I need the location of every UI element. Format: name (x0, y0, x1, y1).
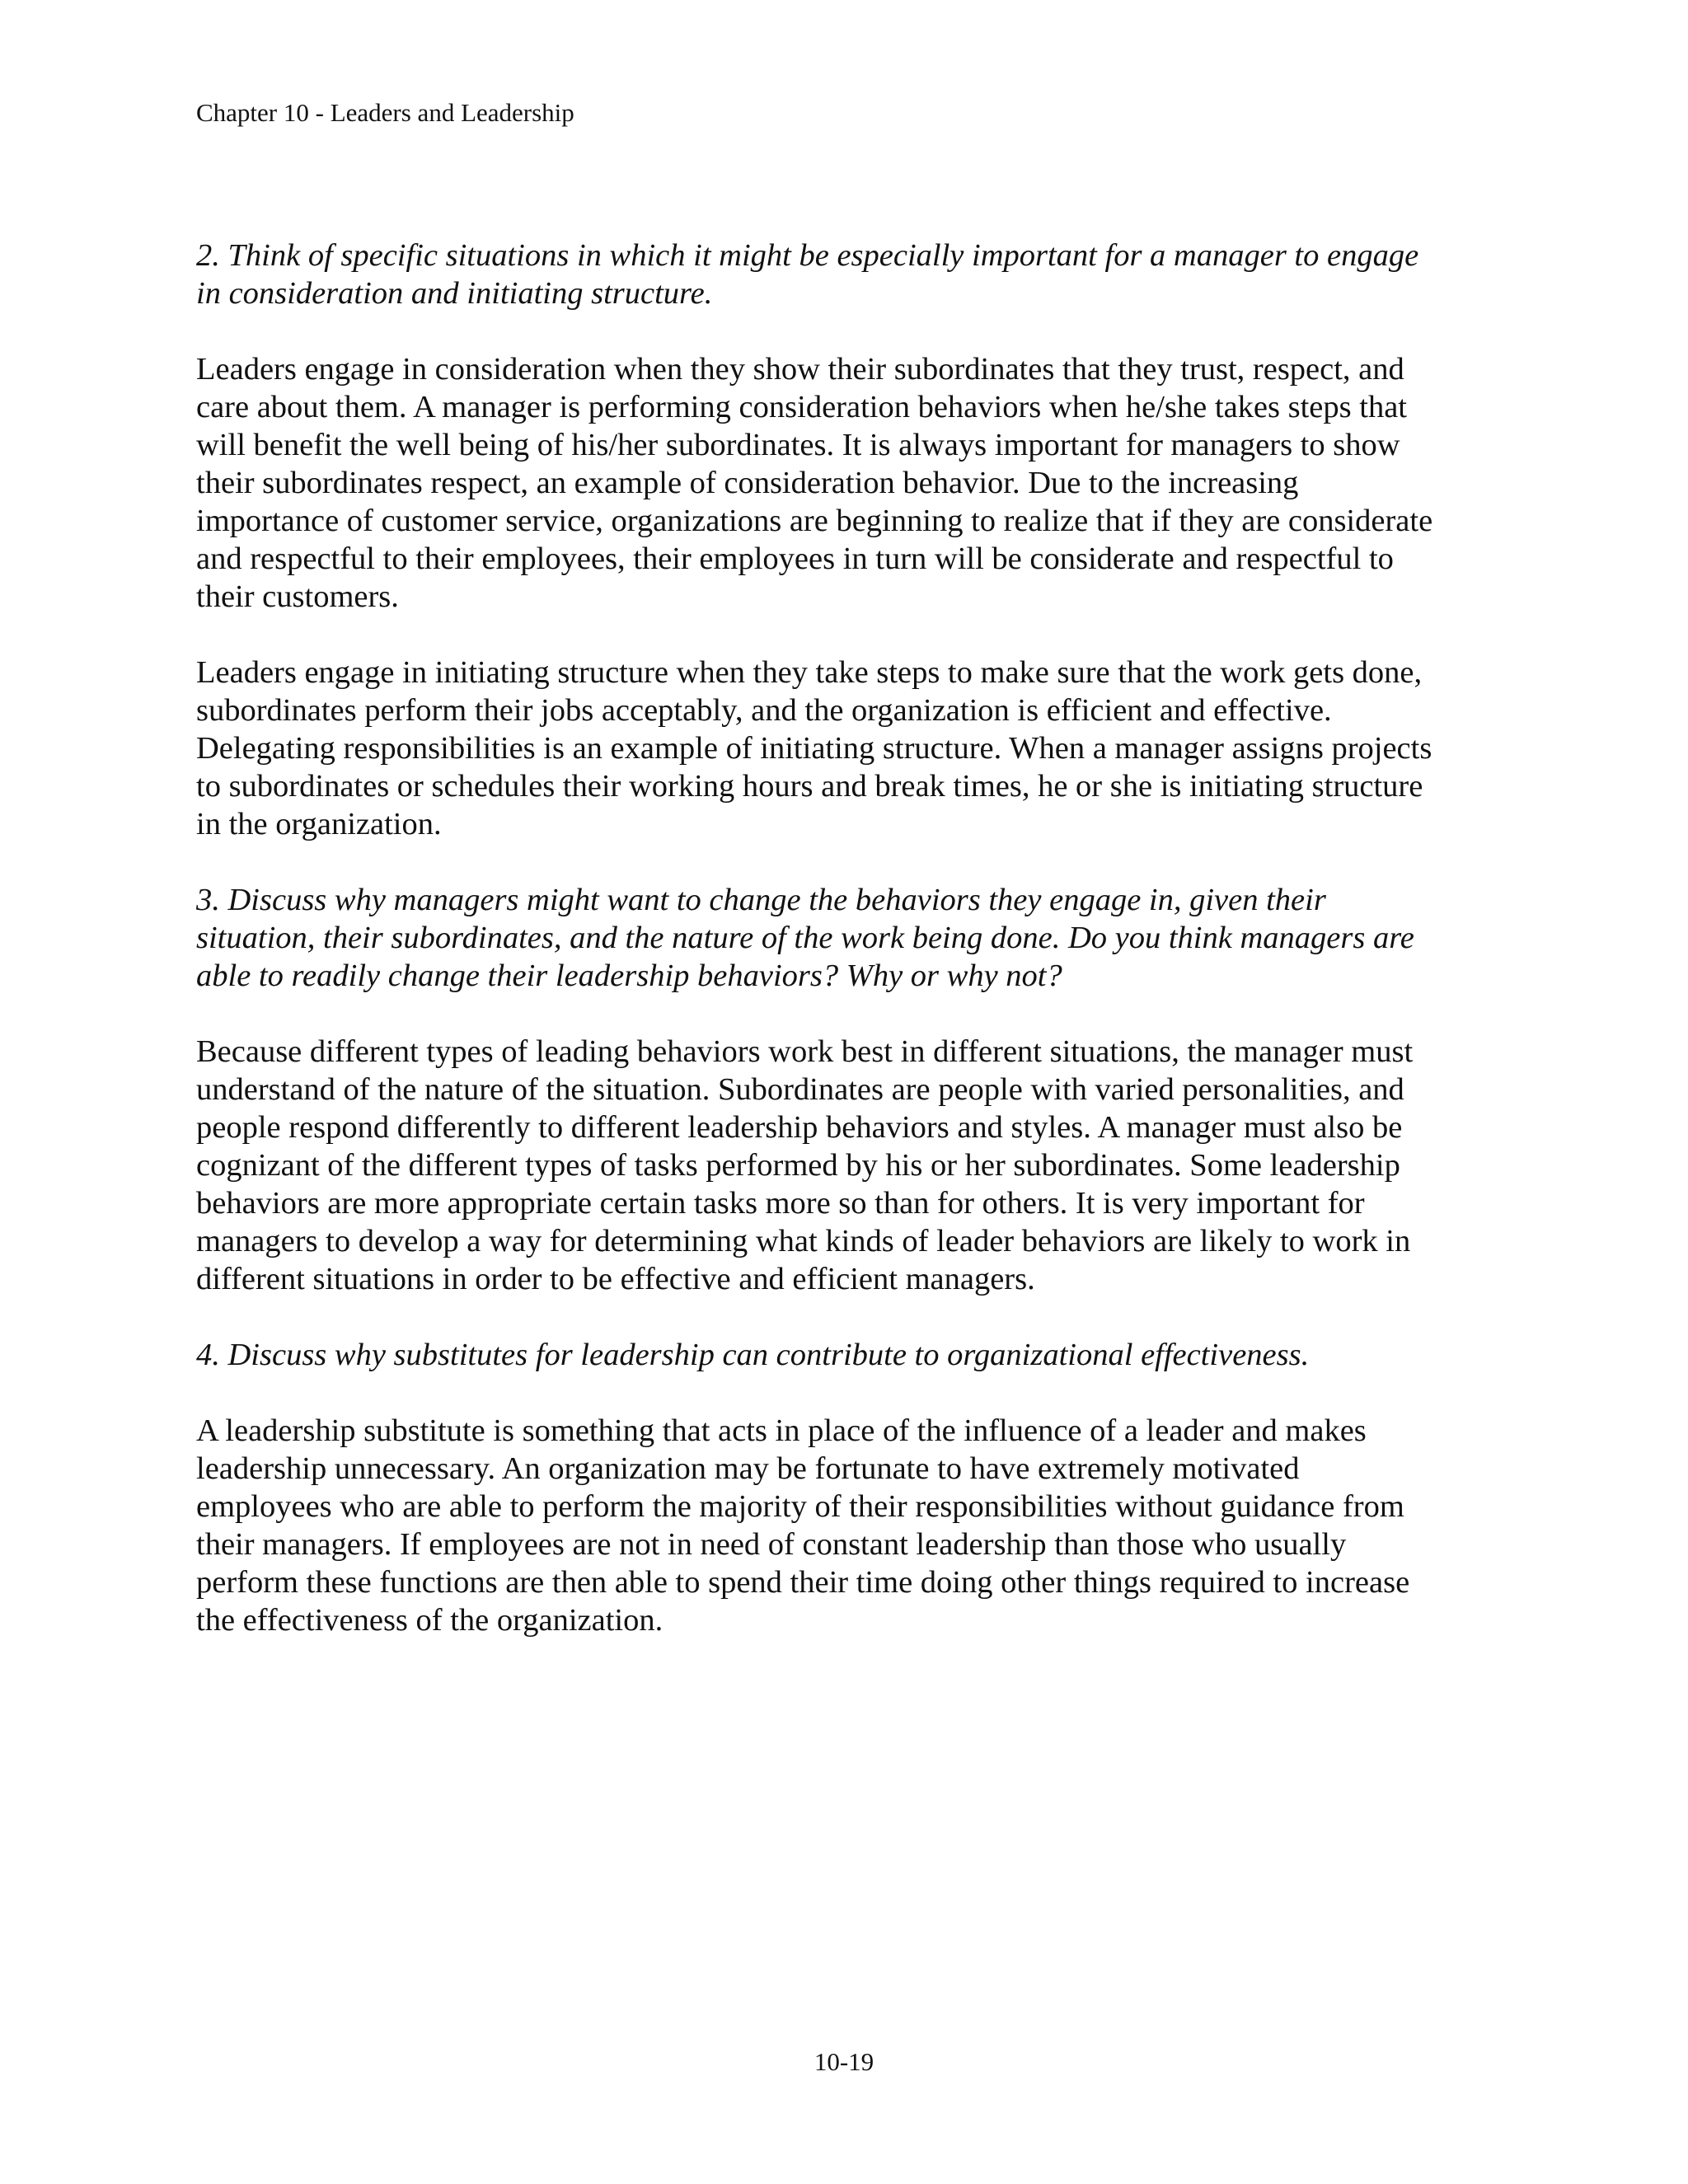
text-line: 2. Think of specific situations in which it might be especially important for a manager to engage (196, 238, 1419, 273)
text-line: their customers. (196, 579, 399, 614)
question-3 (196, 881, 1492, 995)
answer-3 (196, 1033, 1492, 1298)
text-line: understand of the nature of the situation. Subordinates are people with varied personalities, and (196, 1072, 1404, 1107)
question-2 (196, 237, 1492, 312)
text-line: Leaders engage in initiating structure when they take steps to make sure that the work gets done, (196, 655, 1423, 690)
answer-2-paragraph-1 (196, 350, 1492, 616)
text-line: perform these functions are then able to spend their time doing other things required to increase (196, 1565, 1410, 1600)
text-line: Because different types of leading behaviors work best in different situations, the manager must (196, 1034, 1414, 1069)
text-line: Leaders engage in consideration when they show their subordinates that they trust, respect, and (196, 352, 1404, 387)
text-line: care about them. A manager is performing consideration behaviors when he/she takes steps that (196, 390, 1407, 424)
text-line: employees who are able to perform the majority of their responsibilities without guidance from (196, 1489, 1404, 1524)
text-line: people respond differently to different leadership behaviors and styles. A manager must also be (196, 1110, 1403, 1145)
text-line: in the organization. (196, 807, 442, 841)
text-line: and respectful to their employees, their employees in turn will be considerate and respectful to (196, 541, 1394, 576)
text-line: importance of customer service, organizations are beginning to realize that if they are considerate (196, 504, 1433, 538)
text-line: situation, their subordinates, and the nature of the work being done. Do you think managers are (196, 921, 1414, 955)
text-line: able to readily change their leadership behaviors? Why or why not? (196, 958, 1062, 993)
text-line: Delegating responsibilities is an example of initiating structure. When a manager assigns projects (196, 731, 1432, 766)
question-4 (196, 1336, 1492, 1374)
text-line: their subordinates respect, an example of consideration behavior. Due to the increasing (196, 466, 1299, 500)
text-line: 4. Discuss why substitutes for leadership can contribute to organizational effectiveness. (196, 1338, 1310, 1372)
text-line: different situations in order to be effective and efficient managers. (196, 1262, 1035, 1296)
text-line: the effectiveness of the organization. (196, 1603, 663, 1638)
text-line: 3. Discuss why managers might want to change the behaviors they engage in, given their (196, 883, 1326, 917)
text-line: managers to develop a way for determining what kinds of leader behaviors are likely to work in (196, 1224, 1411, 1258)
text-line: will benefit the well being of his/her subordinates. It is always important for managers to show (196, 428, 1400, 462)
page-number: 10-19 (814, 2047, 874, 2076)
answer-4 (196, 1412, 1492, 1639)
text-line: in consideration and initiating structure. (196, 276, 713, 311)
text-line: leadership unnecessary. An organization may be fortunate to have extremely motivated (196, 1451, 1300, 1486)
answer-2-paragraph-2 (196, 654, 1492, 843)
text-line: to subordinates or schedules their working hours and break times, he or she is initiating structure (196, 769, 1423, 804)
text-line: A leadership substitute is something that acts in place of the influence of a leader and makes (196, 1413, 1367, 1448)
text-line: behaviors are more appropriate certain tasks more so than for others. It is very important for (196, 1186, 1365, 1221)
text-line: subordinates perform their jobs acceptably, and the organization is efficient and effective. (196, 693, 1332, 728)
document-body (196, 237, 1492, 1677)
page-header: Chapter 10 - Leaders and Leadership (196, 98, 574, 127)
text-line: cognizant of the different types of tasks performed by his or her subordinates. Some leadership (196, 1148, 1400, 1183)
text-line: their managers. If employees are not in need of constant leadership than those who usually (196, 1527, 1347, 1562)
